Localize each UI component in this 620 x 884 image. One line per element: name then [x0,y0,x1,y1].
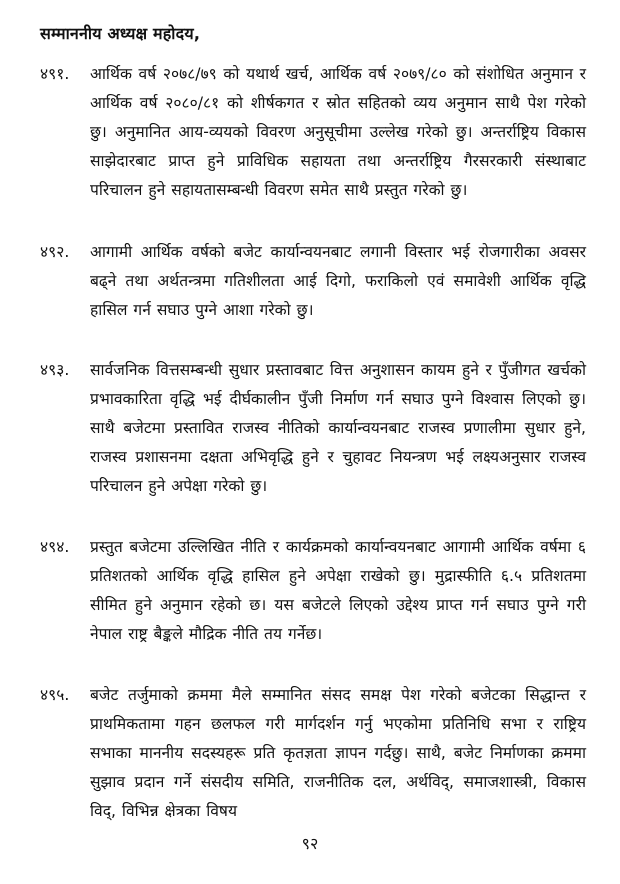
paragraph-number: ४९३. [40,361,70,379]
paragraph-number: ४९१. [40,65,70,83]
paragraph-text: प्रस्तुत बजेटमा उल्लिखित नीति र कार्यक्रमको कार्यान्वयनबाट आगामी आर्थिक वर्षमा ६ प्रतिशतको आर्थिक वृद्धि हासिल हुने अपेक्षा राखेको छु। मुद्रास्फीति ६.५ प्रतिशतमा सीमित हुने अनुमान रहेको छ। यस बजेटले लिएको उद्देश्य प्राप्त गर्न सघाउ पुग्ने गरी नेपाल राष्ट्र बैङ्कले मौद्रिक नीति तय गर्नेछ। [90,538,586,643]
paragraph-494 [40,533,586,649]
paragraph-number: ४९२. [40,243,70,261]
paragraph-495 [40,681,586,826]
paragraph-text: आर्थिक वर्ष २०७८/७९ को यथार्थ खर्च, आर्थिक वर्ष २०७९/८० को संशोधित अनुमान र आर्थिक वर्ष २०८०/८१ को शीर्षकगत र स्रोत सहितको व्यय अनुमान साथै पेश गरेको छु। अनुमानित आय-व्ययको विवरण अनुसूचीमा उल्लेख गरेको छु। अन्तर्राष्ट्रिय विकास साझेदारबाट प्राप्त हुने प्राविधिक सहायता तथा अन्तर्राष्ट्रिय गैरसरकारी संस्थाबाट परिचालन हुने सहायतासम्बन्धी विवरण समेत साथै प्रस्तुत गरेको छु। [90,65,586,199]
paragraph-493 [40,356,586,501]
paragraph-number: ४९४. [40,538,70,556]
paragraph-492 [40,238,586,325]
page-number: ९२ [301,834,319,853]
paragraph-text: बजेट तर्जुमाको क्रममा मैले सम्मानित संसद समक्ष पेश गरेको बजेटका सिद्धान्त र प्राथमिकतामा गहन छलफल गरी मार्गदर्शन गर्नु भएकोमा प्रतिनिधि सभा र राष्ट्रिय सभाका माननीय सदस्यहरू प्रति कृतज्ञता ज्ञापन गर्दछु। साथै, बजेट निर्माणका क्रममा सुझाव प्रदान गर्ने संसदीय समिति, राजनीतिक दल, अर्थविद्, समाजशास्त्री, विकास विद्, विभिन्न क्षेत्रका विषय [90,686,586,820]
paragraph-491 [40,60,586,205]
salutation-heading: सम्माननीय अध्यक्ष महोदय, [40,24,201,43]
paragraph-text: सार्वजनिक वित्तसम्बन्धी सुधार प्रस्तावबाट वित्त अनुशासन कायम हुने र पुँजीगत खर्चको प्रभावकारिता वृद्धि भई दीर्घकालीन पुँजी निर्माण गर्न सघाउ पुग्ने विश्वास लिएको छु। साथै बजेटमा प्रस्तावित राजस्व नीतिको कार्यान्वयनबाट राजस्व प्रणालीमा सुधार हुने, राजस्व प्रशासनमा दक्षता अभिवृद्धि हुने र चुहावट नियन्त्रण भई लक्ष्यअनुसार राजस्व परिचालन हुने अपेक्षा गरेको छु। [90,361,586,495]
paragraph-text: आगामी आर्थिक वर्षको बजेट कार्यान्वयनबाट लगानी विस्तार भई रोजगारीका अवसर बढ्ने तथा अर्थतन्त्रमा गतिशीलता आई दिगो, फराकिलो एवं समावेशी आर्थिक वृद्धि हासिल गर्न सघाउ पुग्ने आशा गरेको छु। [90,243,586,319]
paragraph-number: ४९५. [40,686,70,704]
